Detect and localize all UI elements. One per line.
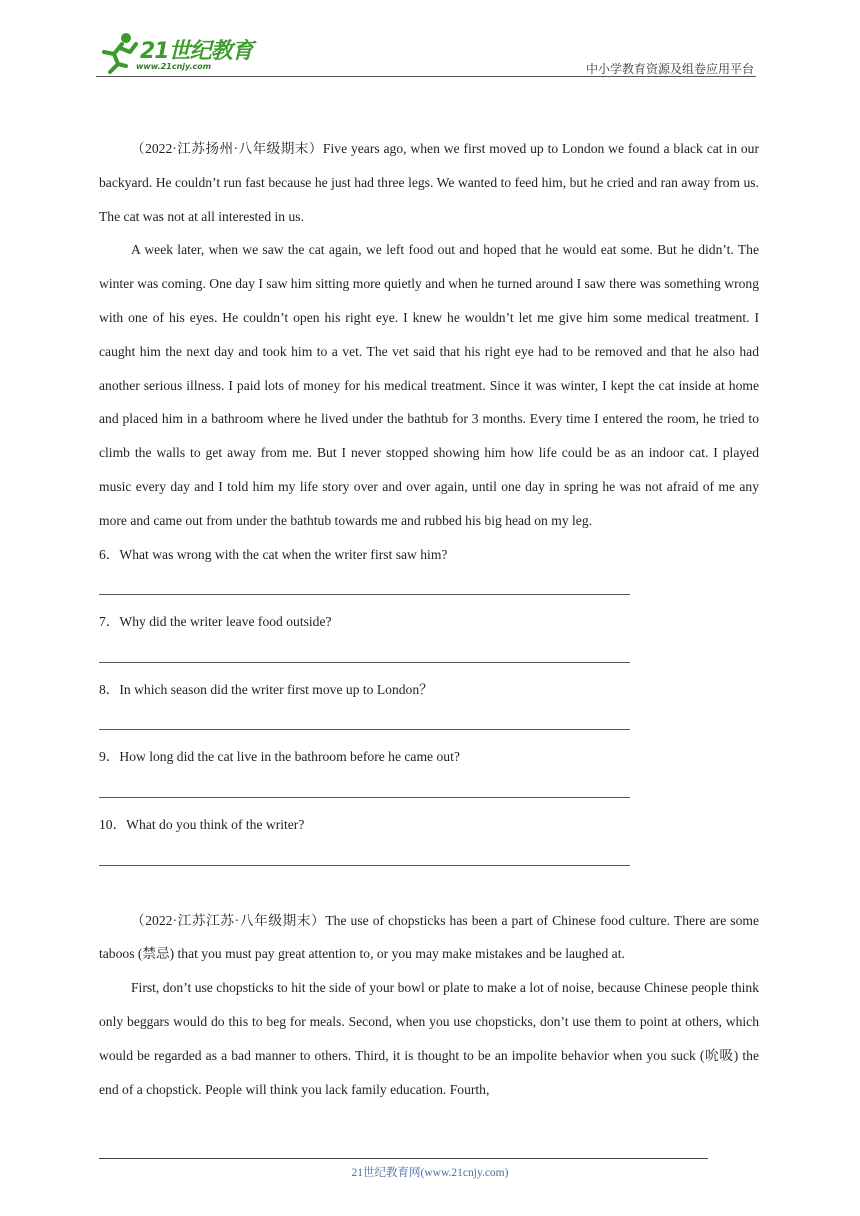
passage1-paragraph: （2022·江苏扬州·八年级期末）Five years ago, when we first moved up to London we found a black cat in our backyard. He couldn’t run fast because he just had three legs. We wanted to feed him, but he cried and ran away from us. The cat was not at all interested in us. [99,141,759,224]
logo-text: 21世纪教育 [140,39,253,64]
runner-logo-icon [96,30,140,74]
page-header [96,30,756,78]
question-9: 9．How long did the cat live in the bathroom before he came out? [99,749,460,765]
answer-line-6[interactable] [99,561,630,595]
passage1-paragraph: A week later, when we saw the cat again, we left food out and hoped that he would eat some. But he didn’t. The winter was coming. One day I saw him sitting more quietly and when he turned around I saw there was something wrong with one of his eyes. He couldn’t open his right eye. I knew he wouldn’t let me give him some medical treatment. I caught him the next day and took him to a vet. The vet said that his right eye had to be removed and that he also had another serious illness. I paid lots of money for his medical treatment. Since it was winter, I kept the cat inside at home and placed him in a bathroom where he lived under the bathtub for 3 months. Every time I entered the room, he tried to climb the walls to get away from me. But I never stopped showing him how life could be as an indoor cat. I played music every day and I told him my life story over and over again, until one day in spring he was not afraid of me any more and came out from under the bathtub towards me and rubbed his big head on my leg. [99,242,759,528]
site-logo [96,30,266,76]
footer-divider [99,1158,708,1159]
question-10: 10．What do you think of the writer? [99,816,305,832]
question-8: 8．In which season did the writer first move up to London？ [99,681,433,697]
answer-line-9[interactable] [99,764,630,798]
platform-title: 中小学教育资源及组卷应用平台 [585,62,754,76]
answer-line-10[interactable] [99,832,630,866]
question-6: 6．What was wrong with the cat when the writer first saw him? [99,546,448,562]
header-divider [96,76,756,77]
answer-line-7[interactable] [99,629,630,663]
page-footer: 21世纪教育网(www.21cnjy.com) [351,1167,509,1179]
answer-line-8[interactable] [99,697,630,731]
section-gap [99,876,759,904]
page-content [99,132,759,1106]
passage2-paragraph: First, don’t use chopsticks to hit the side of your bowl or plate to make a lot of noise, because Chinese people think only beggars would do this to beg for meals. Second, when you use chopsticks, don’t use them to point at others, which would be regarded as a bad manner to others. Third, it is thought to be an impolite behavior when you suck (吮吸) the end of a chopstick. People will think you lack family education. Fourth, [99,980,759,1097]
passage2-paragraph: （2022·江苏江苏·八年级期末）The use of chopsticks has been a part of Chinese food culture. There are some taboos (禁忌) that you must pay great attention to, or you may make mistakes and be laughed at. [99,912,759,962]
logo-url: www.21cnjy.com [136,62,212,71]
question-7: 7．Why did the writer leave food outside? [99,614,332,630]
